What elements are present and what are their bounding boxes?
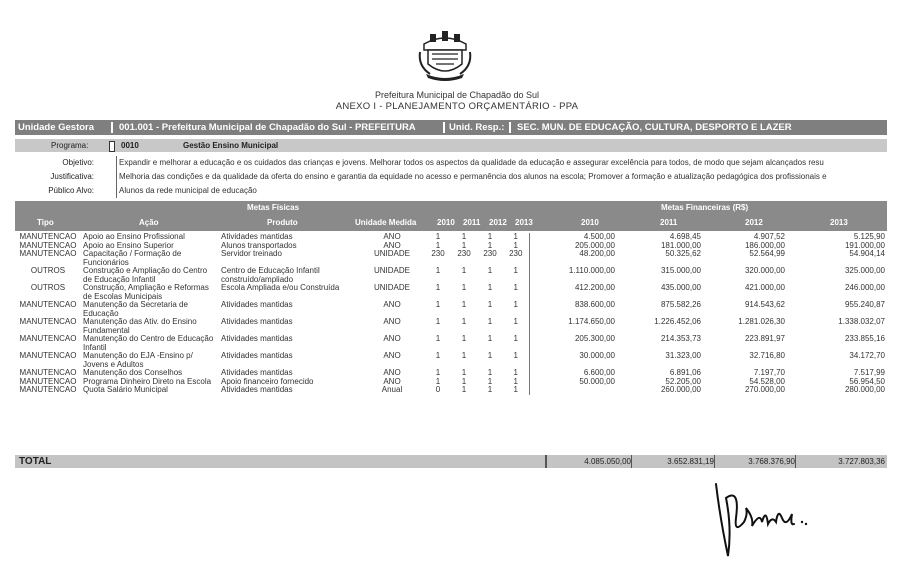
row-tipo: MANUTENCAO [19,377,77,386]
col-f2011: 2011 [660,218,678,227]
table-row [15,378,887,387]
row-f2013: 54.904,14 [849,250,885,258]
metas-fisicas-heading: Metas Físicas [247,203,300,212]
row-f2012: 421.000,00 [744,284,785,292]
row-q2010: 1 [435,233,441,241]
row-q2013: 230 [509,250,523,258]
coat-of-arms-icon [416,30,474,82]
row-f2010: 48.200,00 [529,250,617,267]
row-f2011: 4.698,45 [669,233,701,241]
row-q2011: 1 [461,318,467,326]
row-f2012: 4.907,52 [753,233,785,241]
row-produto: Alunos transportados [221,241,297,250]
row-acao: Capacitação / Formação de Funcionários [83,250,182,267]
row-q2011: 1 [461,301,467,309]
row-q2013: 1 [513,233,518,241]
row-q2012: 1 [487,233,493,241]
row-acao: Manutenção dos Conselhos [83,369,183,377]
row-f2013: 280.000,00 [844,386,885,394]
row-unidade: ANO [383,335,401,343]
row-f2010: 6.600,00 [529,369,617,378]
program-label: Programa: [51,141,89,150]
resp-label: Unid. Resp.: [449,122,505,133]
row-f2010: 205.300,00 [529,335,617,352]
row-unidade: ANO [383,352,401,360]
row-tipo: OUTROS [30,267,66,275]
row-produto: Escola Ampliada e/ou Construída [221,284,340,292]
row-f2011: 260.000,00 [660,386,701,394]
row-q2012: 1 [487,284,493,292]
municipality-title: Prefeitura Municipal de Chapadão do Sul [374,90,540,100]
table-row [15,369,887,378]
row-acao: Construção, Ampliação e Reformas de Escolas Municipais [83,284,209,301]
row-f2013: 34.172,70 [849,352,885,360]
row-acao: Manutenção das Ativ. do Ensino Fundamental [83,318,197,335]
total-2013: 3.727.803,36 [795,455,885,468]
table-row [15,386,887,395]
row-f2011: 6.891,06 [669,369,701,377]
row-f2011: 435.000,00 [660,284,701,292]
row-acao: Manutenção do Centro de Educação Infantil [83,335,214,352]
row-q2013: 1 [513,241,518,250]
row-unidade: UNIDADE [373,284,410,292]
row-q2013: 1 [513,377,518,386]
row-f2012: 320.000,00 [744,267,785,275]
publico-text: Alunos da rede municipal de educação [119,186,257,195]
row-q2012: 1 [487,267,493,275]
row-produto: Atividades mantidas [221,386,293,394]
row-acao: Manutenção da Secretaria de Educação [83,301,188,318]
row-f2013: 7.517,99 [853,369,885,377]
row-tipo: MANUTENCAO [19,250,77,258]
row-unidade: Anual [381,386,403,394]
row-f2012: 1.281.026,30 [738,318,785,326]
unit-bar [15,120,887,135]
row-q2011: 1 [461,233,467,241]
row-q2010: 230 [431,250,445,258]
row-f2012: 186.000,00 [744,241,785,250]
row-f2013: 246.000,00 [844,284,885,292]
row-q2010: 0 [435,386,441,394]
row-unidade: UNIDADE [373,250,410,258]
annex-title: ANEXO I - PLANEJAMENTO ORÇAMENTÁRIO - PPA [335,101,579,112]
row-tipo: MANUTENCAO [19,335,77,343]
table-row [15,250,887,267]
row-q2013: 1 [513,301,518,309]
row-q2010: 1 [435,377,441,386]
row-q2013: 1 [513,352,518,360]
row-acao: Manutenção do EJA -Ensino p/ Jovens e Adultos [83,352,193,369]
row-acao: Construção e Ampliação do Centro de Educação Infantil [83,267,208,284]
unit-label: Unidade Gestora [18,122,95,133]
row-q2013: 1 [513,335,518,343]
row-q2010: 1 [435,284,441,292]
row-produto: Atividades mantidas [221,233,293,241]
row-q2011: 1 [461,284,467,292]
row-f2010: 838.600,00 [529,301,617,318]
row-tipo: MANUTENCAO [19,352,77,360]
row-f2010: 1.174.650,00 [529,318,617,335]
total-2011: 3.652.831,19 [631,455,714,468]
row-produto: Servidor treinado [221,250,282,258]
row-f2010: 30.000,00 [529,352,617,369]
row-produto: Apoio financeiro fornecido [221,377,314,386]
col-acao: Ação [139,218,159,227]
row-q2012: 1 [487,335,493,343]
total-row [15,455,887,468]
row-unidade: ANO [383,241,401,250]
row-produto: Atividades mantidas [221,369,293,377]
row-tipo: MANUTENCAO [19,241,77,250]
row-unidade: ANO [383,233,401,241]
col-f2013: 2013 [830,218,848,227]
total-2010: 4.085.050,00 [546,455,631,468]
row-f2010: 50.000,00 [529,378,617,387]
row-f2011: 315.000,00 [660,267,701,275]
row-f2013: 56.954,50 [849,377,885,386]
row-q2010: 1 [435,267,441,275]
col-q2010: 2010 [437,218,455,227]
row-q2012: 1 [487,352,493,360]
row-f2010 [529,386,617,395]
col-produto: Produto [267,218,298,227]
row-q2012: 1 [487,301,493,309]
row-q2011: 1 [461,369,467,377]
signature-icon [710,478,820,558]
table-row [15,284,887,301]
row-acao: Quota Salário Municipal [83,386,168,394]
table-row [15,301,887,318]
row-tipo: MANUTENCAO [19,318,77,326]
table-row [15,267,887,284]
row-unidade: ANO [383,301,401,309]
row-f2013: 191.000,00 [844,241,885,250]
table-row [15,242,887,251]
table-row [15,233,887,242]
row-q2010: 1 [435,241,441,250]
row-acao: Programa Dinheiro Direto na Escola [83,377,212,386]
row-q2011: 1 [461,267,467,275]
row-f2012: 32.716,80 [749,352,785,360]
col-f2010: 2010 [581,218,599,227]
row-q2013: 1 [513,369,518,377]
row-q2011: 1 [461,335,467,343]
table-row [15,318,887,335]
row-tipo: OUTROS [30,284,66,292]
row-q2011: 1 [461,352,467,360]
row-unidade: ANO [383,318,401,326]
row-f2012: 914.543,62 [744,301,785,309]
table-row [15,335,887,352]
row-q2010: 1 [435,318,441,326]
row-q2011: 1 [461,241,467,250]
row-q2013: 1 [513,386,518,394]
row-produto: Atividades mantidas [221,352,293,360]
row-unidade: ANO [383,369,401,377]
row-f2013: 5.125,90 [853,233,885,241]
metas-financeiras-heading: Metas Financeiras (R$) [661,203,749,212]
row-f2011: 181.000,00 [660,241,701,250]
justificativa-label: Justificativa: [50,172,94,181]
row-f2013: 233.855,16 [844,335,885,343]
row-f2013: 955.240,87 [844,301,885,309]
row-f2010: 412.200,00 [529,284,617,301]
row-acao: Apoio ao Ensino Profissional [83,233,185,241]
unit-value: 001.001 - Prefeitura Municipal de Chapadão do Sul - PREFEITURA [119,122,416,133]
row-q2012: 1 [487,377,493,386]
program-code: 0010 [121,141,139,150]
row-q2012: 1 [487,369,493,377]
total-2012: 3.768.376,90 [714,455,795,468]
budget-table [15,233,887,395]
row-q2013: 1 [513,318,518,326]
row-unidade: UNIDADE [373,267,410,275]
row-f2012: 54.528,00 [749,377,785,386]
row-produto: Atividades mantidas [221,318,293,326]
row-f2011: 875.582,26 [660,301,701,309]
row-tipo: MANUTENCAO [19,301,77,309]
row-q2013: 1 [513,267,518,275]
objetivo-text: Expandir e melhorar a educação e os cuidados das crianças e jovens. Melhorar todos os aspectos da qualidade da educação e assegurar excelência para todos, de modo que sejam alcançados resu [119,158,824,167]
row-f2012: 52.564,99 [749,250,785,258]
row-f2011: 52.205,00 [665,377,701,386]
row-tipo: MANUTENCAO [19,386,77,394]
row-f2011: 214.353,73 [660,335,701,343]
row-f2012: 270.000,00 [744,386,785,394]
col-unidade: Unidade Medida [355,218,417,227]
table-row [15,352,887,369]
col-f2012: 2012 [745,218,763,227]
col-q2013: 2013 [515,218,533,227]
row-acao: Apoio ao Ensino Superior [83,241,174,250]
program-name: Gestão Ensino Municipal [183,141,279,150]
row-q2011: 1 [461,386,467,394]
table-header [15,201,887,231]
row-f2011: 31.323,00 [665,352,701,360]
row-q2012: 1 [487,318,493,326]
row-tipo: MANUTENCAO [19,233,77,241]
col-q2011: 2011 [463,218,481,227]
row-f2012: 7.197,70 [753,369,785,377]
row-f2012: 223.891,97 [744,335,785,343]
row-unidade: ANO [383,377,401,386]
program-bar [15,139,887,152]
row-produto: Centro de Educação Infantil construído/ampliado [221,267,320,284]
row-f2010: 4.500,00 [529,233,617,242]
row-q2010: 1 [435,369,441,377]
row-q2011: 230 [457,250,471,258]
row-q2011: 1 [461,377,467,386]
justificativa-text: Melhoria das condições e da qualidade da oferta do ensino e garantia da equidade no acesso e permanência dos alunos na escola; Promover a formação e atualização pedagógica dos profissionais e [119,172,827,181]
row-f2011: 50.325,62 [665,250,701,258]
row-q2012: 1 [487,386,493,394]
row-produto: Atividades mantidas [221,301,293,309]
col-tipo: Tipo [37,218,54,227]
col-q2012: 2012 [489,218,507,227]
row-q2010: 1 [435,335,441,343]
row-f2013: 325.000,00 [844,267,885,275]
row-q2012: 1 [487,241,493,250]
resp-value: SEC. MUN. DE EDUCAÇÃO, CULTURA, DESPORTO E LAZER [517,122,792,133]
row-tipo: MANUTENCAO [19,369,77,377]
row-f2010: 1.110.000,00 [529,267,617,284]
row-f2013: 1.338.032,07 [838,318,885,326]
publico-label: Público Alvo: [48,186,94,195]
row-f2011: 1.226.452,06 [654,318,701,326]
total-label: TOTAL [19,456,52,467]
row-q2010: 1 [435,301,441,309]
row-produto: Atividades mantidas [221,335,293,343]
row-f2010: 205.000,00 [529,242,617,251]
row-q2012: 230 [483,250,497,258]
row-q2013: 1 [513,284,518,292]
row-q2010: 1 [435,352,441,360]
objetivo-label: Objetivo: [62,158,94,167]
